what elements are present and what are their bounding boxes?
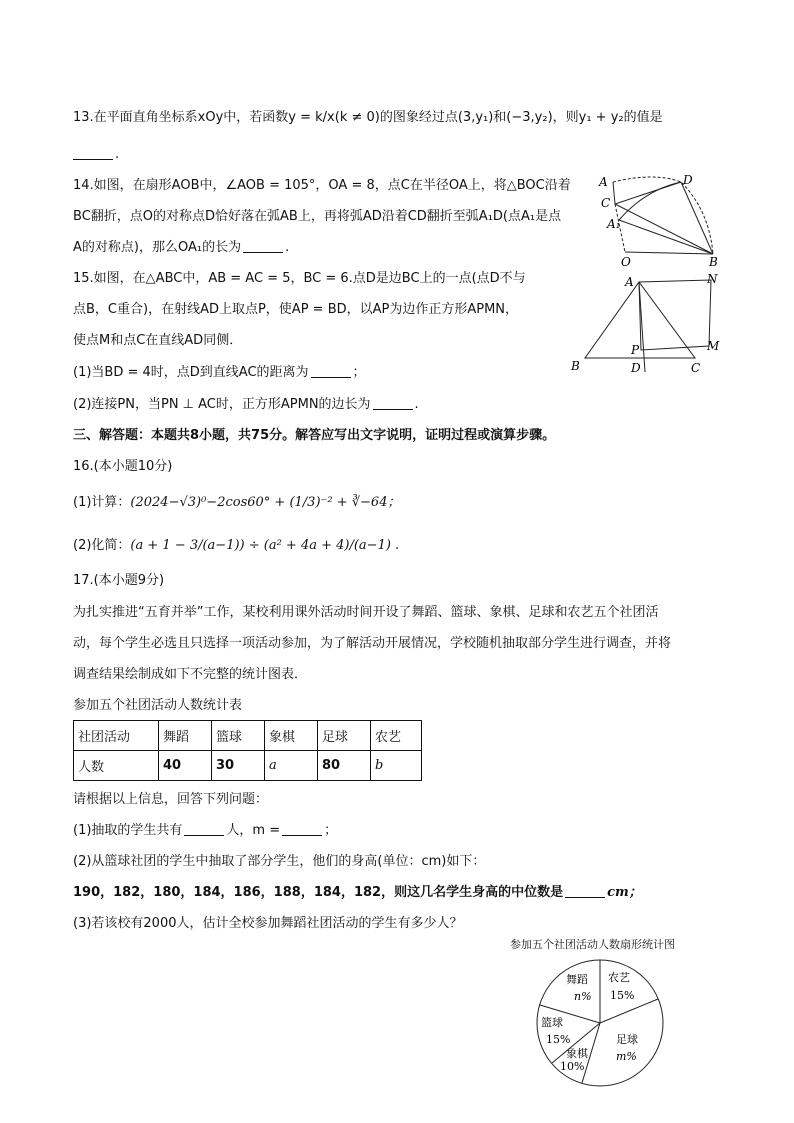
answer-blank[interactable] xyxy=(565,885,605,898)
triangle-square-figure xyxy=(565,268,730,378)
q14-line3 xyxy=(73,239,289,257)
table-header-cell: 象棋 xyxy=(265,721,318,751)
table-header-cell: 农艺 xyxy=(371,721,422,751)
q15-sub2-end: . xyxy=(414,397,419,412)
pie-pct-basketball: 15% xyxy=(546,1033,571,1046)
answer-blank[interactable] xyxy=(373,397,413,410)
segment-ob xyxy=(625,252,713,254)
answer-blank[interactable] xyxy=(73,147,113,160)
answer-blank[interactable] xyxy=(311,365,351,378)
arc-a1d xyxy=(619,182,681,220)
q14-line1: 14.如图，在扇形AOB中，∠AOB = 105°，OA = 8，点C在半径OA上，将△BOC沿着 xyxy=(73,178,571,193)
table-cell: 30 xyxy=(212,751,265,781)
q13-line2 xyxy=(73,146,119,164)
table-cell: 80 xyxy=(318,751,371,781)
q16-title: 16.(本小题10分) xyxy=(73,459,173,474)
label-m: M xyxy=(707,339,720,353)
label-b: B xyxy=(709,255,718,269)
label-b: B xyxy=(571,359,580,373)
q16-sub2 xyxy=(73,537,399,555)
q14-line3-text: A的对称点)，那么OA₁的长为 xyxy=(73,240,242,255)
table-header-row xyxy=(74,721,422,751)
label-a: A xyxy=(599,175,608,189)
q15-line2: 点B，C重合)，在射线AD上取点P，使AP = BD，以AP为边作正方形APMN， xyxy=(73,302,519,317)
q17-sub3: (3)若该校有2000人，估计全校参加舞蹈社团活动的学生有多少人？ xyxy=(73,916,463,931)
pie-label-chess: 象棋 xyxy=(566,1047,588,1060)
club-table xyxy=(73,720,422,781)
q15-line3: 使点M和点C在直线AD同侧． xyxy=(73,333,243,348)
label-a1: A₁ xyxy=(607,217,621,231)
pie-label-dance: 舞蹈 xyxy=(566,973,588,986)
segment-db xyxy=(681,182,713,254)
q15-sub1-text: (1)当BD = 4时，点D到直线AC的距离为 xyxy=(73,365,309,380)
q17-sub1 xyxy=(73,822,337,840)
label-c: C xyxy=(601,196,611,210)
table-caption: 参加五个社团活动人数统计表 xyxy=(73,698,243,713)
q16-sub1-prefix: (1)计算： xyxy=(73,495,131,510)
q16-sub2-expression: (a + 1 − 3/(a−1)) ÷ (a² + 4a + 4)/(a−1) . xyxy=(130,538,400,553)
q16-sub1 xyxy=(73,494,400,512)
section-3-heading: 三、解答题：本题共8小题，共75分。解答应写出文字说明，证明过程或演算步骤。 xyxy=(73,428,556,443)
q15-sub1-end: ； xyxy=(352,365,366,380)
q17-prompt: 请根据以上信息，回答下列问题： xyxy=(73,792,269,807)
sector-figure xyxy=(595,170,725,270)
q17-heights-end: cm； xyxy=(607,885,642,900)
pie-label-football: 足球 xyxy=(616,1033,638,1046)
label-o: O xyxy=(621,255,631,269)
label-c: C xyxy=(691,361,701,375)
q17-sub1-end: ； xyxy=(324,823,338,838)
q16-sub2-prefix: (2)化简： xyxy=(73,538,131,553)
q17-heights xyxy=(73,884,642,902)
q13-line1: 13.在平面直角坐标系xOy中，若函数y = k/x(k ≠ 0)的图象经过点(3,y₁)和(−3,y₂)，则y₁ + y₂的值是 xyxy=(73,110,663,125)
table-header-cell: 社团活动 xyxy=(74,721,159,751)
pie-chart xyxy=(530,953,670,1093)
q15-sub2-text: (2)连接PN，当PN ⊥ AC时，正方形APMN的边长为 xyxy=(73,397,371,412)
pie-pct-football: m% xyxy=(616,1050,637,1063)
q17-sub1-a: (1)抽取的学生共有 xyxy=(73,823,183,838)
pie-pct-dance: n% xyxy=(574,990,592,1003)
q17-title: 17.(本小题9分) xyxy=(73,573,165,588)
label-d: D xyxy=(631,361,641,375)
label-a: A xyxy=(625,275,634,289)
table-cell: a xyxy=(265,751,318,781)
pie-pct-farming: 15% xyxy=(610,989,635,1002)
table-header-cell: 足球 xyxy=(318,721,371,751)
table-header-cell: 篮球 xyxy=(212,721,265,751)
table-cell: 人数 xyxy=(74,751,159,781)
answer-blank[interactable] xyxy=(282,823,322,836)
table-cell: 40 xyxy=(159,751,212,781)
q17-para3: 调查结果绘制成如下不完整的统计图表． xyxy=(73,667,308,682)
q17-heights-text: 190，182，180，184，186，188，184，182，则这几名学生身高的中位数是 xyxy=(73,885,564,900)
label-n: N xyxy=(707,272,718,286)
q14-line2: BC翻折，点O的对称点D恰好落在弧AB上，再将弧AD沿着CD翻折至弧A₁D(点A₁是点 xyxy=(73,209,562,224)
q15-line1: 15.如图，在△ABC中，AB = AC = 5，BC = 6.点D是边BC上的一点(点D不与 xyxy=(73,271,526,286)
pie-title: 参加五个社团活动人数扇形统计图 xyxy=(510,938,675,951)
table-row xyxy=(74,751,422,781)
q14-line3-end: . xyxy=(285,240,290,255)
answer-blank[interactable] xyxy=(243,240,283,253)
q15-sub2 xyxy=(73,396,419,414)
answer-blank[interactable] xyxy=(184,823,224,836)
q15-sub1 xyxy=(73,364,366,382)
table-cell: b xyxy=(371,751,422,781)
pie-label-farming: 农艺 xyxy=(608,971,630,984)
square-apmn xyxy=(639,280,711,350)
label-d: D xyxy=(683,173,693,187)
segment-cb xyxy=(615,204,713,254)
label-p: P xyxy=(631,343,640,357)
q17-para1: 为扎实推进“五育并举”工作，某校利用课外活动时间开设了舞蹈、篮球、象棋、足球和农艺五个社团活 xyxy=(73,605,659,620)
q13-line2-end: . xyxy=(115,147,120,162)
q17-sub1-b: 人，m = xyxy=(226,823,281,838)
q17-para2: 动，每个学生必选且只选择一项活动参加，为了解活动开展情况，学校随机抽取部分学生进行调查，并将 xyxy=(73,636,672,651)
table-header-cell: 舞蹈 xyxy=(159,721,212,751)
pie-label-basketball: 篮球 xyxy=(541,1016,563,1029)
pie-pct-chess: 10% xyxy=(560,1060,585,1073)
segment-ac xyxy=(613,182,615,204)
segment-cd xyxy=(615,182,681,204)
arc-ab xyxy=(613,177,713,254)
q16-sub1-expression: (2024−√3)⁰−2cos60° + (1/3)⁻² + ∛−64； xyxy=(130,495,401,510)
q17-sub2: (2)从篮球社团的学生中抽取了部分学生，他们的身高(单位：cm)如下： xyxy=(73,854,486,869)
segment-a1b xyxy=(619,220,713,254)
